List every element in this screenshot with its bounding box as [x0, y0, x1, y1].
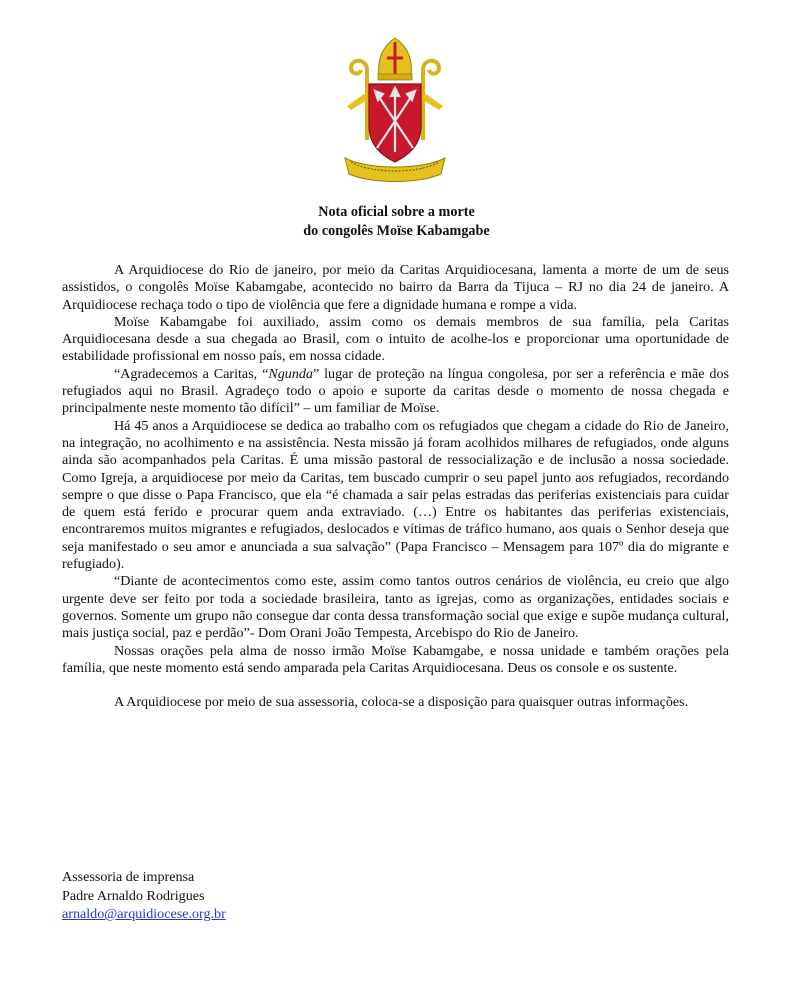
signature-block: [62, 868, 226, 924]
signer-name: Padre Arnaldo Rodrigues: [62, 887, 205, 904]
press-office: Assessoria de imprensa: [62, 869, 195, 885]
paragraph-5: “Diante de acontecimentos como este, assim como tantos outros cenários de violência, eu creio que algo urgente deve ser feito por toda a sociedade brasileira, tanto as igrejas, como as organizações, entidades sociais e governos. Somente um grupo não consegue dar conta dessa transformação social que exige e supõe mudança cultural, mais justiça social, paz e perdão”- Dom Orani João Tempesta, Arcebispo do Rio de Janeiro.: [62, 573, 729, 642]
paragraph-4: Há 45 anos a Arquidiocese se dedica ao trabalho com os refugiados que chegam a cidade do Rio de Janeiro, na integração, no acolhimento e na assistência. Nesta missão já foram acolhidos milhares de refugiados, onde alguns ainda são acompanhados pela Caritas. É uma missão pastoral de ressocialização e de inclusão a nossa sociedade. Como Igreja, a arquidiocese por meio da Caritas, tem buscado cumprir o seu papel junto aos refugiados, recordando sempre o que disse o Papa Francisco, que ela “é chamada a sair pelas estradas das periferias existenciais para cuidar de quem está ferido e procurar quem anda extraviado. (…) Entre os habitantes das periferias existenciais, encontraremos muitos migrantes e refugiados, deslocados e vítimas de tráfico humano, aos quais o Senhor deseja que seja manifestado o seu amor e anunciada a sua salvação” (Papa Francisco – Mensagem para 107º dia do migrante e refugiado).: [62, 417, 729, 573]
quote-rest: ” lugar de proteção na língua congolesa, por ser a referência e mãe dos refugiados aqui no Brasil. Agradeço todo o apoio e suporte da caritas desde o momento de nossa chegada e principalmente neste momento tão difícil” – um familiar de Moïse.: [62, 365, 729, 417]
paragraph-6: Nossas orações pela alma de nosso irmão Moïse Kabamgabe, e nossa unidade e também orações pela família, que neste momento está sendo amparada pela Caritas Arquidiocesana. Deus os console e os sustente.: [62, 642, 729, 676]
contact-email-link[interactable]: arnaldo@arquidiocese.org.br: [62, 906, 226, 922]
ngunda-term: Ngunda: [268, 365, 313, 382]
quote-start: “Agradecemos a Caritas, “: [114, 365, 269, 382]
paragraph-2: Moïse Kabamgabe foi auxiliado, assim como os demais membros de sua família, pela Caritas Arquidiocesana desde a sua chegada ao Brasil, com o intuito de acolhe-los e proporcionar uma oportunidade de estabilidade profissional em nosso país, em nossa cidade.: [62, 313, 729, 365]
document-body: [62, 262, 729, 711]
paragraph-3: [62, 366, 729, 418]
title-line-2: do congolês Moïse Kabamgabe: [303, 223, 490, 239]
document-title: [0, 203, 793, 241]
title-line-1: Nota oficial sobre a morte: [318, 204, 475, 220]
paragraph-1: A Arquidiocese do Rio de janeiro, por meio da Caritas Arquidiocesana, lamenta a morte de um de seus assistidos, o congolês Moïse Kabamgabe, acontecido no bairro da Barra da Tijuca – RJ no dia 24 de janeiro. A Arquidiocese rechaça todo o tipo de violência que fere a dignidade humana e rompe a vida.: [62, 262, 729, 313]
paragraph-7: A Arquidiocese por meio de sua assessoria, coloca-se a disposição para quaisquer outras informações.: [114, 694, 689, 711]
archdiocese-coat-of-arms-icon: [337, 36, 453, 186]
